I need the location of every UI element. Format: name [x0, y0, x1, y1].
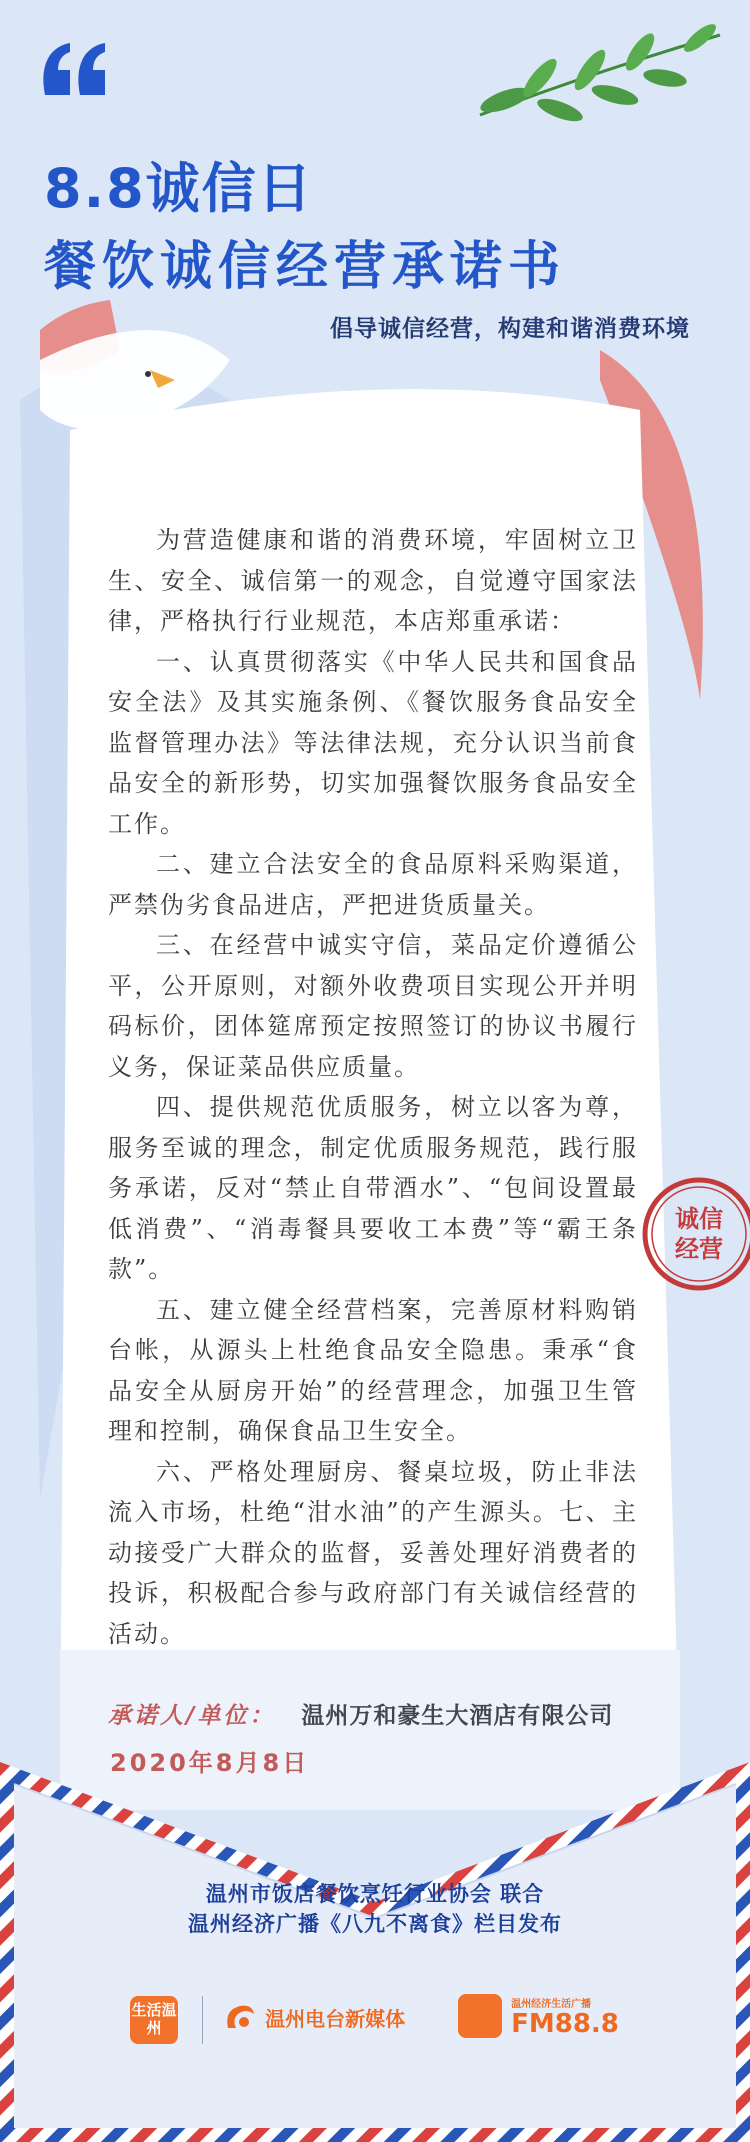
- shenghuo-wenzhou-logo: 生活温州: [130, 1996, 178, 2044]
- seal-line1: 诚信: [675, 1205, 723, 1233]
- signature-company: 温州万和豪生大酒店有限公司: [301, 1703, 614, 1729]
- pledge-paragraph: 二、建立合法安全的食品原料采购渠道，严禁伪劣食品进店，严把进货质量关。: [108, 850, 638, 919]
- airmail-envelope: [0, 1762, 750, 2142]
- seal-line2: 经营: [675, 1235, 723, 1263]
- integrity-seal-stamp: [640, 1175, 750, 1293]
- fm888-logo: [458, 1994, 619, 2046]
- fm-logo-frequency: FM88.8: [511, 2008, 619, 2039]
- radio-swirl-icon: [222, 2000, 256, 2034]
- pledge-paragraph: 四、提供规范优质服务，树立以客为尊，服务至诚的理念，制定优质服务规范，践行服务承诺，反对“禁止自带酒水”、“包间设置最低消费”、“消毒餐具要收工本费”等“霸王条款”。: [108, 1093, 638, 1283]
- pledge-paragraph: 五、建立健全经营档案，完善原材料购销台帐，从源头上杜绝食品安全隐患。秉承“食品安全从厨房开始”的经营理念，加强卫生管理和控制，确保食品卫生安全。: [108, 1295, 638, 1445]
- fm-logo-mark-icon: [458, 1994, 502, 2038]
- page-subtitle: 倡导诚信经营，构建和谐消费环境: [330, 316, 690, 342]
- fm-logo-caption: 温州经济生活广播: [511, 1998, 592, 2010]
- wenzhou-radio-logo-text: 温州电台新媒体: [265, 2006, 406, 2031]
- publisher-line2: 温州经济广播《八九不离食》栏目发布: [188, 1912, 562, 1936]
- pledge-paragraph: 为营造健康和谐的消费环境，牢固树立卫生、安全、诚信第一的观念，自觉遵守国家法律，严格执行行业规范，本店郑重承诺：: [108, 526, 638, 635]
- signature-label: 承诺人/单位：: [108, 1703, 276, 1729]
- sponsor-logos: [130, 1990, 630, 2050]
- publisher-line1: 温州市饭店餐饮烹饪行业协会 联合: [205, 1882, 545, 1906]
- pledge-paragraph: 六、严格处理厨房、餐桌垃圾，防止非法流入市场，杜绝“泔水油”的产生源头。七、主动接受广大群众的监督，妥善处理好消费者的投诉，积极配合参与政府部门有关诚信经营的活动。: [108, 1457, 638, 1648]
- pledge-body: [108, 520, 638, 1654]
- signature-line: [108, 1697, 613, 1730]
- signature-date: 2020年8月8日: [110, 1749, 310, 1777]
- page-title-line2: 餐饮诚信经营承诺书: [44, 237, 567, 297]
- logo-divider: [202, 1996, 203, 2044]
- wenzhou-radio-logo: [222, 2000, 405, 2040]
- pledge-paragraph: 一、认真贯彻落实《中华人民共和国食品安全法》及其实施条例、《餐饮服务食品安全监督管理办法》等法律法规，充分认识当前食品安全的新形势，切实加强餐饮服务食品安全工作。: [108, 647, 638, 838]
- quote-mark-icon: [40, 40, 110, 100]
- pledge-paragraph: 三、在经营中诚实守信，菜品定价遵循公平，公开原则，对额外收费项目实现公开并明码标价，团体筵席预定按照签订的协议书履行义务，保证菜品供应质量。: [108, 931, 638, 1081]
- page-title-line1: 8.8诚信日: [44, 157, 314, 220]
